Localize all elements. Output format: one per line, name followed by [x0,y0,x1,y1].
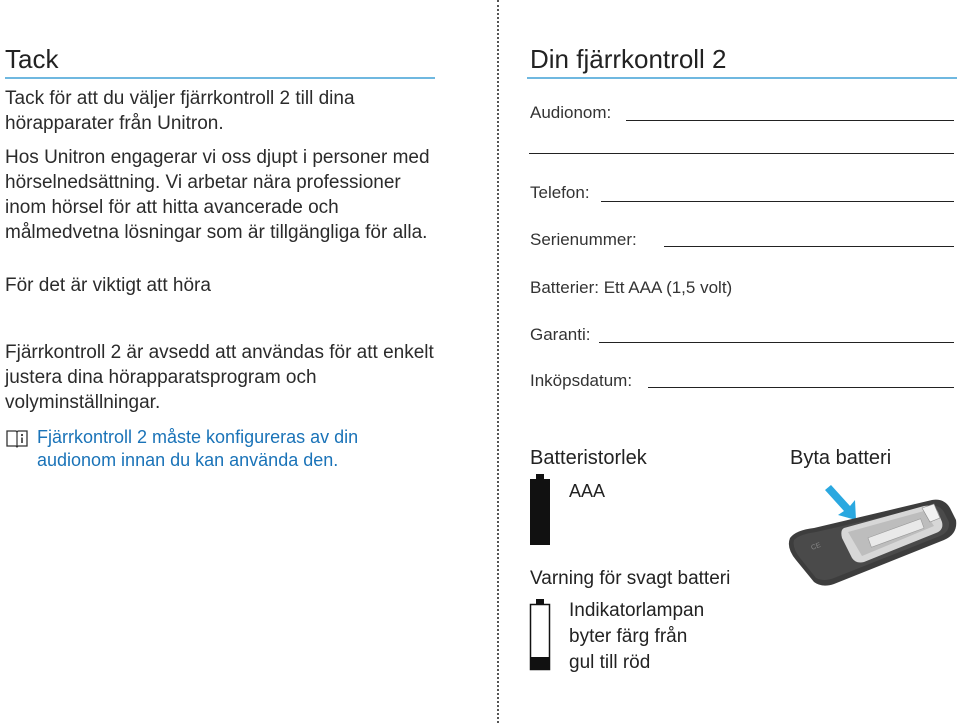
low-battery-text [569,598,769,676]
title-underline [5,77,435,79]
audionom-label: Audionom: [530,103,612,122]
serienummer-line [664,246,954,247]
inkopsdatum-line [648,387,954,388]
remote-title-underline [527,77,957,79]
book-info-icon [5,428,29,448]
remote-battery-compartment-illustration [784,478,960,588]
low-battery-text-line: byter färg från [569,626,688,647]
garanti-label: Garanti: [530,325,591,344]
garanti-line [599,342,954,343]
remote-section-title: Din fjärrkontroll 2 [530,44,727,74]
commitment-paragraph: Hos Unitron engagerar vi oss djupt i personer med hörselnedsättning. Vi arbetar nära professioner inom hörsel för att hitta avancerade och målmedvetna lösningar som är tillgängliga för alla. [5,147,430,243]
tagline-paragraph: För det är viktigt att höra [5,275,211,296]
low-battery-heading: Varning för svagt batteri [530,568,731,589]
page-fold-divider [497,0,499,723]
audionom-line [626,120,954,121]
batterier-label: Batterier: Ett AAA (1,5 volt) [530,278,733,297]
low-battery-text-line: gul till röd [569,652,651,673]
battery-low-icon [529,599,551,671]
page-title: Tack [5,44,59,74]
replace-battery-heading: Byta batteri [790,447,892,469]
telefon-line [601,201,954,202]
battery-full-icon [529,474,551,546]
inkopsdatum-label: Inköpsdatum: [530,371,633,390]
telefon-label: Telefon: [530,183,590,202]
battery-size-heading: Batteristorlek [530,447,647,469]
audionom-line-2 [529,153,954,154]
purpose-paragraph: Fjärrkontroll 2 är avsedd att användas för att enkelt justera dina hörapparatsprogram och volyminställningar. [5,342,434,413]
battery-size-value: AAA [569,481,606,501]
low-battery-text-line: Indikatorlampan [569,600,705,621]
serienummer-label: Serienummer: [530,230,637,249]
info-note-text: Fjärrkontroll 2 måste konfigureras av din audionom innan du kan använda den. [37,427,359,470]
thanks-paragraph: Tack för att du väljer fjärrkontroll 2 till dina hörapparater från Unitron. [5,88,355,134]
svg-text:CE: CE [810,541,822,552]
